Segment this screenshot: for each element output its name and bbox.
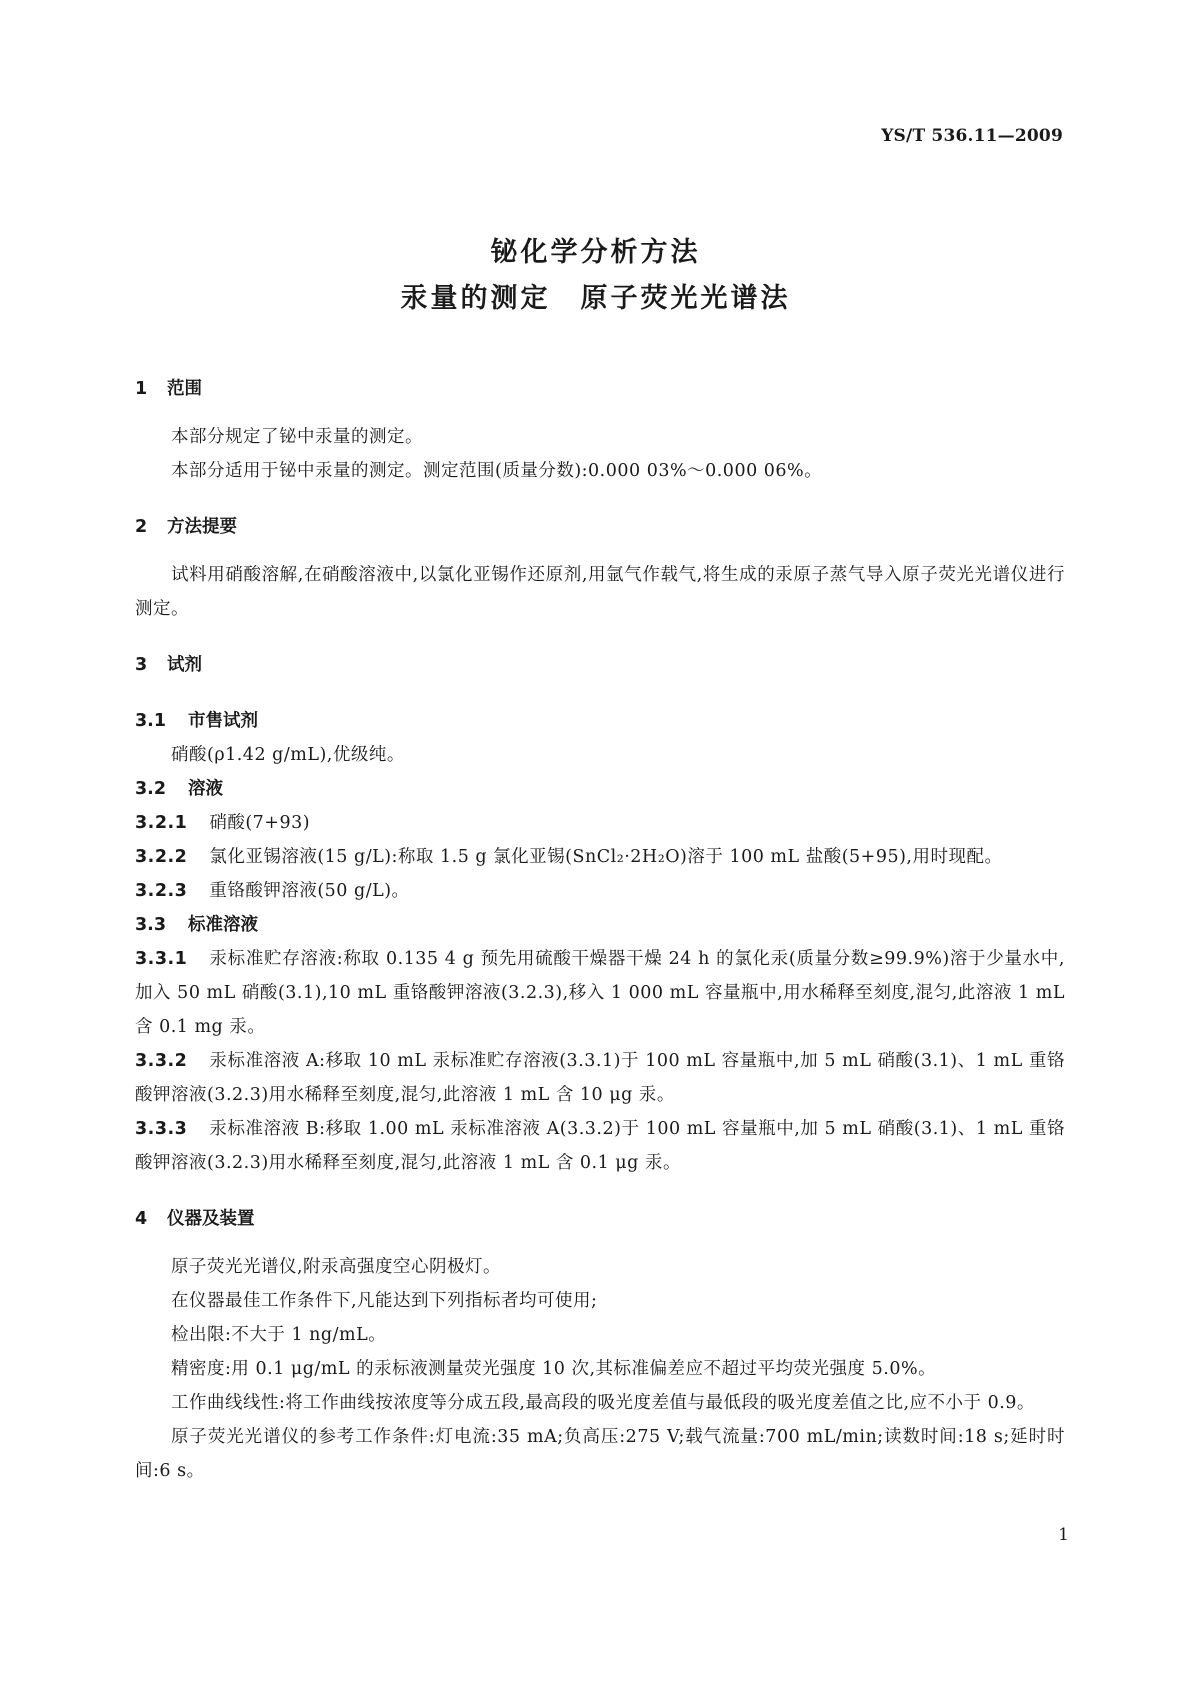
subsection-3-2-heading xyxy=(135,772,1065,806)
subsection-number: 3.2 xyxy=(135,779,167,799)
subsection-3-1-heading xyxy=(135,704,1065,738)
section-3-heading xyxy=(135,648,1065,682)
paragraph: 精密度:用 0.1 μg/mL 的汞标液测量荧光强度 10 次,其标准偏差应不超过平均荧光强度 5.0%。 xyxy=(171,1359,937,1379)
clause-3-2-3 xyxy=(135,874,1065,908)
clause-number: 3.2.1 xyxy=(135,813,188,833)
paragraph: 原子荧光光谱仪,附汞高强度空心阴极灯。 xyxy=(171,1257,502,1277)
paragraph: 本部分规定了铋中汞量的测定。 xyxy=(171,427,423,447)
clause-text: 氯化亚锡溶液(15 g/L):称取 1.5 g 氯化亚锡(SnCl₂·2H₂O)溶于 100 mL 盐酸(5+95),用时现配。 xyxy=(209,847,1003,867)
clause-3-3-1 xyxy=(135,942,1065,1044)
paragraph: 硝酸(ρ1.42 g/mL),优级纯。 xyxy=(171,745,405,765)
clause-number: 3.3.2 xyxy=(135,1051,188,1071)
clause-text: 硝酸(7+93) xyxy=(209,813,311,833)
paragraph: 试料用硝酸溶解,在硝酸溶液中,以氯化亚锡作还原剂,用氩气作载气,将生成的汞原子蒸气导入原子荧光光谱仪进行测定。 xyxy=(135,565,1065,619)
subsection-title: 市售试剂 xyxy=(188,711,259,731)
document-title-line1: 铋化学分析方法 xyxy=(490,237,701,268)
paragraph: 在仪器最佳工作条件下,凡能达到下列指标者均可使用; xyxy=(171,1291,598,1311)
subsection-title: 标准溶液 xyxy=(188,915,259,935)
clause-number: 3.3.1 xyxy=(135,949,188,969)
clause-3-3-2 xyxy=(135,1044,1065,1112)
section-number: 4 xyxy=(135,1209,148,1229)
clause-text: 汞标准溶液 A:移取 10 mL 汞标准贮存溶液(3.3.1)于 100 mL 容量瓶中,加 5 mL 硝酸(3.1)、1 mL 重铬酸钾溶液(3.2.3)用水稀释至刻度,混匀,此溶液 1 mL 含 10 μg 汞。 xyxy=(135,1051,1065,1105)
document-body xyxy=(135,372,1065,1488)
clause-3-2-2 xyxy=(135,840,1065,874)
clause-text: 重铬酸钾溶液(50 g/L)。 xyxy=(209,881,410,901)
clause-number: 3.2.2 xyxy=(135,847,188,867)
clause-3-2-1 xyxy=(135,806,1065,840)
section-number: 3 xyxy=(135,655,148,675)
page-number: 1 xyxy=(1058,1525,1069,1545)
document-title-line2 xyxy=(0,276,1191,315)
section-title: 仪器及装置 xyxy=(167,1209,255,1229)
subsection-number: 3.1 xyxy=(135,711,167,731)
subsection-title: 溶液 xyxy=(188,779,224,799)
paragraph: 工作曲线线性:将工作曲线按浓度等分成五段,最高段的吸光度差值与最低段的吸光度差值之比,应不小于 0.9。 xyxy=(171,1393,1035,1413)
subsection-number: 3.3 xyxy=(135,915,167,935)
clause-text: 汞标准溶液 B:移取 1.00 mL 汞标准溶液 A(3.3.2)于 100 mL 容量瓶中,加 5 mL 硝酸(3.1)、1 mL 重铬酸钾溶液(3.2.3)用水稀释至刻度,混匀,此溶液 1 mL 含 0.1 μg 汞。 xyxy=(135,1119,1065,1173)
section-2-heading xyxy=(135,510,1065,544)
clause-number: 3.3.3 xyxy=(135,1119,188,1139)
section-1-heading xyxy=(135,372,1065,406)
clause-number: 3.2.3 xyxy=(135,881,188,901)
standard-number: YS/T 536.11—2009 xyxy=(881,126,1063,146)
section-title: 范围 xyxy=(167,379,202,399)
clause-text: 汞标准贮存溶液:称取 0.135 4 g 预先用硫酸干燥器干燥 24 h 的氯化汞(质量分数≥99.9%)溶于少量水中,加入 50 mL 硝酸(3.1),10 mL 重铬酸钾溶液(3.2.3),移入 1 000 mL 容量瓶中,用水稀释至刻度,混匀,此溶液 1 mL 含 0.1 mg 汞。 xyxy=(135,949,1065,1037)
section-title: 方法提要 xyxy=(167,517,237,537)
paragraph: 检出限:不大于 1 ng/mL。 xyxy=(171,1325,387,1345)
section-number: 2 xyxy=(135,517,148,537)
subsection-3-3-heading xyxy=(135,908,1065,942)
section-title: 试剂 xyxy=(167,655,202,675)
clause-3-3-3 xyxy=(135,1112,1065,1180)
section-4-heading xyxy=(135,1202,1065,1236)
paragraph: 原子荧光光谱仪的参考工作条件:灯电流:35 mA;负高压:275 V;载气流量:700 mL/min;读数时间:18 s;延时时间:6 s。 xyxy=(135,1427,1065,1481)
section-number: 1 xyxy=(135,379,148,399)
title-line2-part-a: 汞量的测定 xyxy=(400,283,551,314)
paragraph: 本部分适用于铋中汞量的测定。测定范围(质量分数):0.000 03%～0.000 06%。 xyxy=(171,461,823,481)
title-line2-part-b: 原子荧光光谱法 xyxy=(580,283,791,314)
